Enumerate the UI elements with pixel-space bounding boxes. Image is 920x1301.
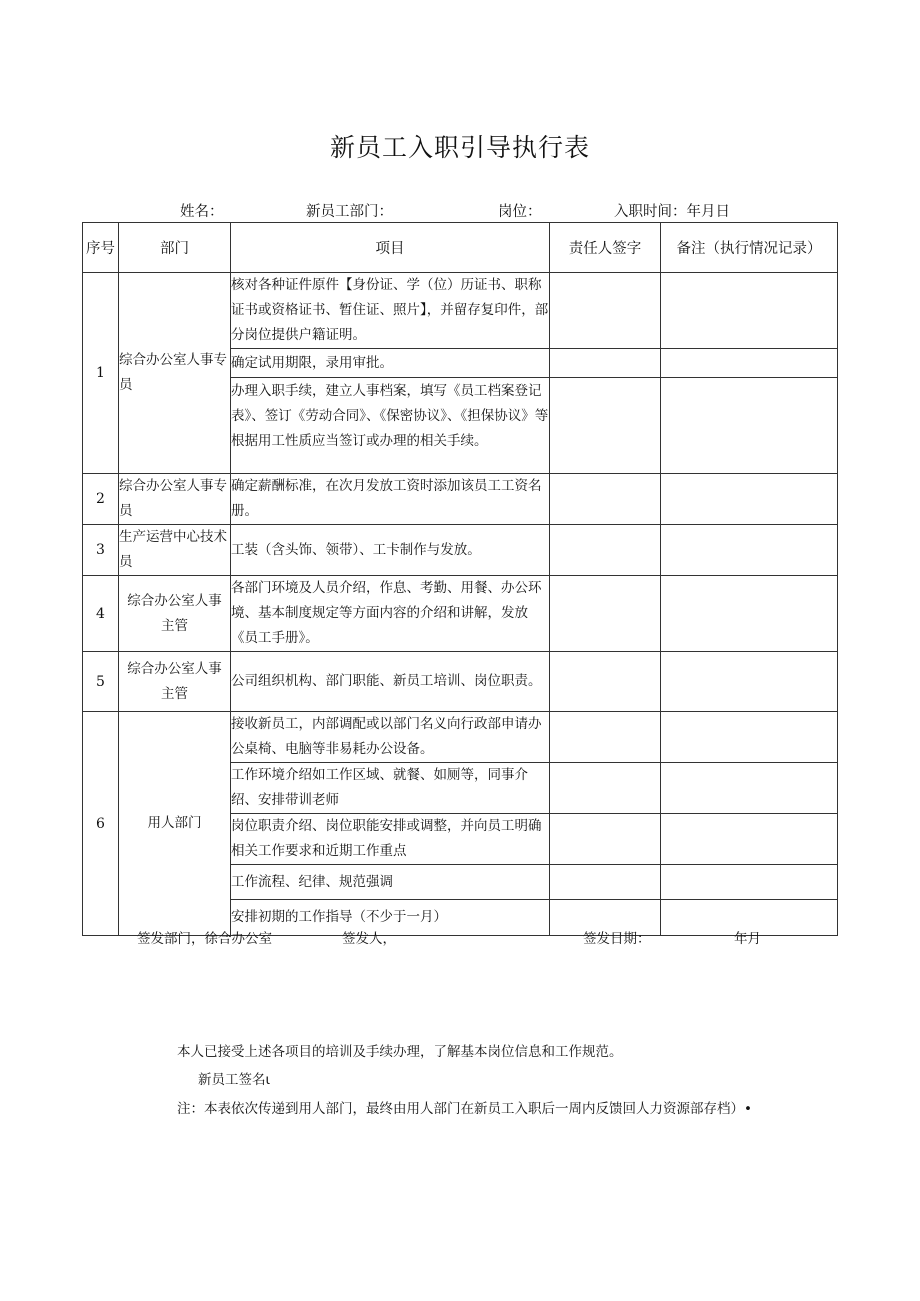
row-item: 接收新员工，内部调配或以部门名义向行政部申请办公桌椅、电脑等非易耗办公设备。	[231, 712, 550, 763]
row-item: 安排初期的工作指导（不少于一月）	[231, 900, 550, 936]
column-header-remarks: 备注（执行情况记录）	[661, 223, 838, 273]
row-item: 岗位职责介绍、岗位职能安排或调整，并向员工明确相关工作要求和近期工作重点	[231, 814, 550, 865]
row-seq: 3	[83, 525, 119, 576]
onboarding-table	[82, 222, 838, 936]
signature-cell[interactable]	[550, 712, 661, 763]
row-department: 综合办公室人事主管	[119, 576, 231, 652]
remarks-cell[interactable]	[661, 349, 838, 378]
row-item: 核对各种证件原件【身份证、学（位）历证书、职称证书或资格证书、暂住证、照片】，并留存复印件，部分岗位提供户籍证明。	[231, 273, 550, 349]
table-row	[83, 576, 838, 652]
remarks-cell[interactable]	[661, 525, 838, 576]
note-text: 注：本表依次传递到用人部门，最终由用人部门在新员工入职后一周内反馈回人力资源部存档）•	[177, 1101, 752, 1117]
table-header-row	[83, 223, 838, 273]
remarks-cell[interactable]	[661, 712, 838, 763]
row-department: 综合办公室人事主管	[119, 652, 231, 712]
column-header-item: 项目	[231, 223, 550, 273]
entry-date-label: 入职时间：年月日	[614, 204, 730, 220]
remarks-cell[interactable]	[661, 273, 838, 349]
row-item: 办理入职手续，建立人事档案，填写《员工档案登记表》、签订《劳动合同》、《保密协议》、《担保协议》等根据用工性质应当签订或办理的相关手续。	[231, 378, 550, 474]
row-item: 各部门环境及人员介绍，作息、考勤、用餐、办公环境、基本制度规定等方面内容的介绍和讲解，发放《员工手册》。	[231, 576, 550, 652]
signature-cell[interactable]	[550, 814, 661, 865]
signature-cell[interactable]	[550, 349, 661, 378]
row-seq: 6	[83, 712, 119, 936]
row-item: 工作环境介绍如工作区域、就餐、如厕等，同事介绍、安排带训老师	[231, 763, 550, 814]
row-seq: 2	[83, 474, 119, 525]
signature-label: 新员工签名ι	[198, 1072, 271, 1088]
remarks-cell[interactable]	[661, 378, 838, 474]
signature-cell[interactable]	[550, 273, 661, 349]
signature-cell[interactable]	[550, 576, 661, 652]
post-label: 岗位：	[498, 204, 542, 220]
row-item: 公司组织机构、部门职能、新员工培训、岗位职责。	[231, 652, 550, 712]
table-row	[83, 273, 838, 349]
row-department: 生产运营中心技术员	[119, 525, 231, 576]
row-department: 综合办公室人事专员	[119, 474, 231, 525]
table-row	[83, 474, 838, 525]
column-header-department: 部门	[119, 223, 231, 273]
signature-cell[interactable]	[550, 525, 661, 576]
row-department: 用人部门	[119, 712, 231, 936]
row-item: 工作流程、纪律、规范强调	[231, 865, 550, 900]
remarks-cell[interactable]	[661, 814, 838, 865]
table-row	[83, 652, 838, 712]
remarks-cell[interactable]	[661, 763, 838, 814]
table-row	[83, 712, 838, 763]
column-header-seq: 序号	[83, 223, 119, 273]
row-seq: 1	[83, 273, 119, 474]
row-department: 综合办公室人事专员	[119, 273, 231, 474]
remarks-cell[interactable]	[661, 474, 838, 525]
page-title: 新员工入职引导执行表	[329, 133, 590, 162]
department-label: 新员工部门：	[306, 204, 393, 220]
signature-cell[interactable]	[550, 378, 661, 474]
issue-year-month: 年月	[734, 931, 761, 947]
signature-cell[interactable]	[550, 474, 661, 525]
row-item: 工装（含头饰、领带）、工卡制作与发放。	[231, 525, 550, 576]
column-header-signature: 责任人签字	[550, 223, 661, 273]
issue-date-label: 签发日期：	[583, 931, 651, 947]
issue-department: 签发部门，徐合办公室	[137, 931, 272, 947]
name-label: 姓名：	[180, 204, 224, 220]
remarks-cell[interactable]	[661, 652, 838, 712]
signature-cell[interactable]	[550, 652, 661, 712]
row-item: 确定薪酬标准，在次月发放工资时添加该员工工资名册。	[231, 474, 550, 525]
row-seq: 5	[83, 652, 119, 712]
signature-cell[interactable]	[550, 763, 661, 814]
row-item: 确定试用期限，录用审批。	[231, 349, 550, 378]
row-seq: 4	[83, 576, 119, 652]
table-row	[83, 525, 838, 576]
statement-text: 本人已接受上述各项目的培训及手续办理，了解基本岗位信息和工作规范。	[177, 1044, 623, 1060]
remarks-cell[interactable]	[661, 865, 838, 900]
issuer-label: 签发人，	[342, 931, 396, 947]
remarks-cell[interactable]	[661, 576, 838, 652]
signature-cell[interactable]	[550, 865, 661, 900]
